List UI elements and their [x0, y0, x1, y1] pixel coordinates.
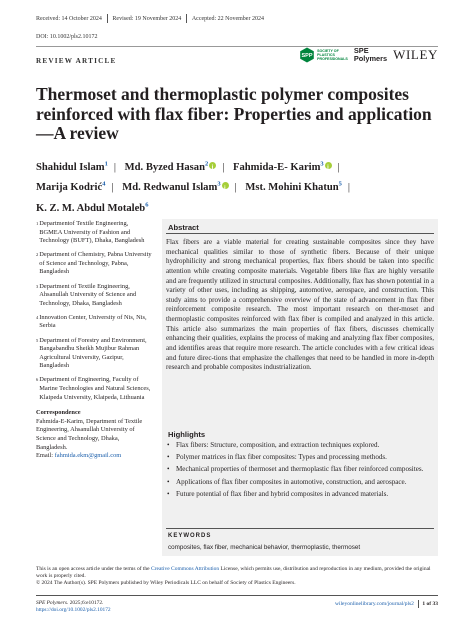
svg-text:SPP: SPP: [301, 53, 313, 60]
journal-url-link[interactable]: wileyonlinelibrary.com/journal/pls2: [334, 601, 414, 607]
citation-footer: SPE Polymers. 2025;6:e10172. https://doi.org/10.1002/pls2.10172: [36, 600, 111, 613]
license-notice: This is an open access article under the terms of the Creative Commons Attribution License, which permits use, distribution and reproduction in any medium, provided the original work is properly cited. © 2024 The Author(s). SPE Polymers published by Wiley Periodicals LLC on behalf of Society of Plastics Engineers.: [36, 566, 438, 588]
list-item: • Flax fibers: Structure, composition, and extraction techniques explored.: [166, 441, 434, 451]
orcid-icon[interactable]: [222, 182, 229, 189]
author-7[interactable]: K. Z. M. Abdul Motaleb$^6$: [36, 201, 149, 215]
date-separator: [186, 14, 187, 23]
page-number: 1 of 33: [422, 601, 438, 607]
author-2[interactable]: Md. Byzed Hasan$^2$: [124, 160, 209, 173]
abstract-heading: Abstract: [168, 223, 199, 232]
keywords-rule: [166, 528, 434, 529]
list-item: • Polymer matrices in flax fiber composites: Types and processing methods.: [166, 453, 434, 463]
abstract-rule: [166, 233, 434, 234]
orcid-icon[interactable]: [325, 162, 332, 169]
affiliation-3: 3 Department of Textile Engineering, Ahsanullah University of Science and Technology, Dhaka, Bangladesh: [36, 282, 137, 307]
author-4[interactable]: Marija Kodrić$^4$: [36, 180, 106, 194]
article-dates: [36, 13, 264, 24]
list-item: • Future potential of flax fiber and hybrid composites in advanced materials.: [166, 490, 434, 500]
footer-separator: [418, 600, 419, 608]
correspondence-text: Fahmida-E-Karim, Department of Textile Engineering, Ahsanullah University of Science and Technology, Dhaka, Bangladesh.: [36, 417, 143, 451]
received-date: Received: 14 October 2024: [36, 15, 102, 22]
spe-polymers-logo: SPE Polymers: [353, 46, 388, 63]
email-link[interactable]: fahmida.ekm@gmail.com: [54, 452, 122, 460]
spp-hexagon-icon: [299, 47, 315, 63]
keywords-text: composites, flax fiber, mechanical behavior, thermoplastic, thermoset: [168, 544, 361, 551]
revised-date: Revised: 19 November 2024: [112, 15, 182, 22]
author-1[interactable]: Shahidul Islam$^1$: [36, 160, 108, 173]
article-title: Thermoset and thermoplastic polymer composites reinforced with flax fiber: Properties and application—A review: [36, 84, 432, 144]
cc-license-link[interactable]: Creative Commons Attribution: [151, 566, 220, 572]
affiliations: [36, 220, 152, 461]
wiley-logo: WILEY: [393, 47, 438, 62]
affiliation-1: 1 Departmentof Textile Engineering, BGMEA University of Fashion and Technology (BUFT), Dhaka, Bangladesh: [36, 220, 145, 245]
author-5[interactable]: Md. Redwanul Islam$^3$: [122, 180, 221, 194]
date-separator: [107, 14, 108, 23]
page-footer-right: [335, 600, 438, 608]
affiliation-6: 6 Department of Engineering, Faculty of Marine Technologies and Natural Sciences, Klaipeda University, Klaipeda, Lithuania: [36, 376, 151, 401]
correspondence-heading: Correspondence: [36, 409, 81, 417]
affiliation-4: 4 Innovation Center, University of Nis, Nis, Serbia: [36, 313, 147, 330]
abstract-text: Flax fibers are a viable material for creating sustainable composites since they have mechanical qualities similar to those of synthetic fibers. Because of their unique hydrophilicity and strong mechanical properties, flax fibers should be taken into specific attention while creating composite materials. Vegetable fibers like flax are highly versatile and are frequently utilized in structural composites. Additionally, flax has shown potential in a variety of other uses, including as shipping, automotive, aerospace, and construction. This study aims to provide a comprehensive overview of the state of advancement in flax fiber reinforcement composite research. The most important research on ther-moset and thermoplastic composites reinforced with flax fiber is compiled and analyzed in this article. This article also summarizes the main properties of flax fibers, discusses chemically enhancing their qualities, explains the process of making and analyzing flax fiber composites, and identifies areas that require more research. The article concludes with a few critical ideas and future direc-tions that emphasize the challenges that need to be handled in more in-depth research and probable composites industrialization.: [166, 238, 434, 372]
highlights-heading: Highlights: [168, 430, 206, 439]
keywords-heading: KEYWORDS: [168, 533, 212, 539]
list-item: • Mechanical properties of thermoset and thermoplastic flax fiber reinforced composites.: [166, 465, 434, 475]
affiliation-5: 5 Department of Forestry and Environment, Bangabandhu Sheikh Mujibur Rahman Agricultural University, Gazipur, Bangladesh: [36, 336, 147, 370]
affiliation-2: 2 Department of Chemistry, Pabna University of Science and Technology, Pabna, Bangladesh: [36, 251, 152, 276]
doi-link[interactable]: https://doi.org/10.1002/pls2.10172: [36, 607, 111, 613]
publisher-logos: [299, 44, 438, 66]
footer-rule: [36, 595, 438, 596]
journal-name: SPE Polymers.: [36, 600, 69, 606]
author-3[interactable]: Fahmida-E- Karim$^3$: [233, 160, 324, 173]
spp-logo-text: SOCIETY OF PLASTICS PROFESSIONALS: [317, 48, 348, 62]
spp-logo: [299, 47, 348, 63]
copyright-line: © 2024 The Author(s). SPE Polymers published by Wiley Periodicals LLC on behalf of Society of Plastics Engineers.: [36, 580, 296, 587]
doi: DOI: 10.1002/pls2.10172: [36, 34, 98, 40]
highlights-list: [166, 441, 434, 502]
author-list: Shahidul Islam$^1$ | Md. Byzed Hasan$^2$i | Fahmida-E- Karim$^3$i | Marija Kodrić$^4$ | Md. Redwanul Islam$^3$i | Mst. Mohini Khatun$^5$ | K. Z. M. Abdul Motaleb$^6$: [36, 155, 446, 218]
author-6[interactable]: Mst. Mohini Khatun$^5$: [245, 180, 342, 194]
accepted-date: Accepted: 22 November 2024: [191, 15, 264, 22]
correspondence-email: Email: fahmida.ekm@gmail.com: [36, 452, 122, 460]
article-type: REVIEW ARTICLE: [36, 57, 117, 65]
list-item: • Applications of flax fiber composites in automotive, construction, and aerospace.: [166, 478, 434, 488]
orcid-icon[interactable]: [209, 162, 216, 169]
